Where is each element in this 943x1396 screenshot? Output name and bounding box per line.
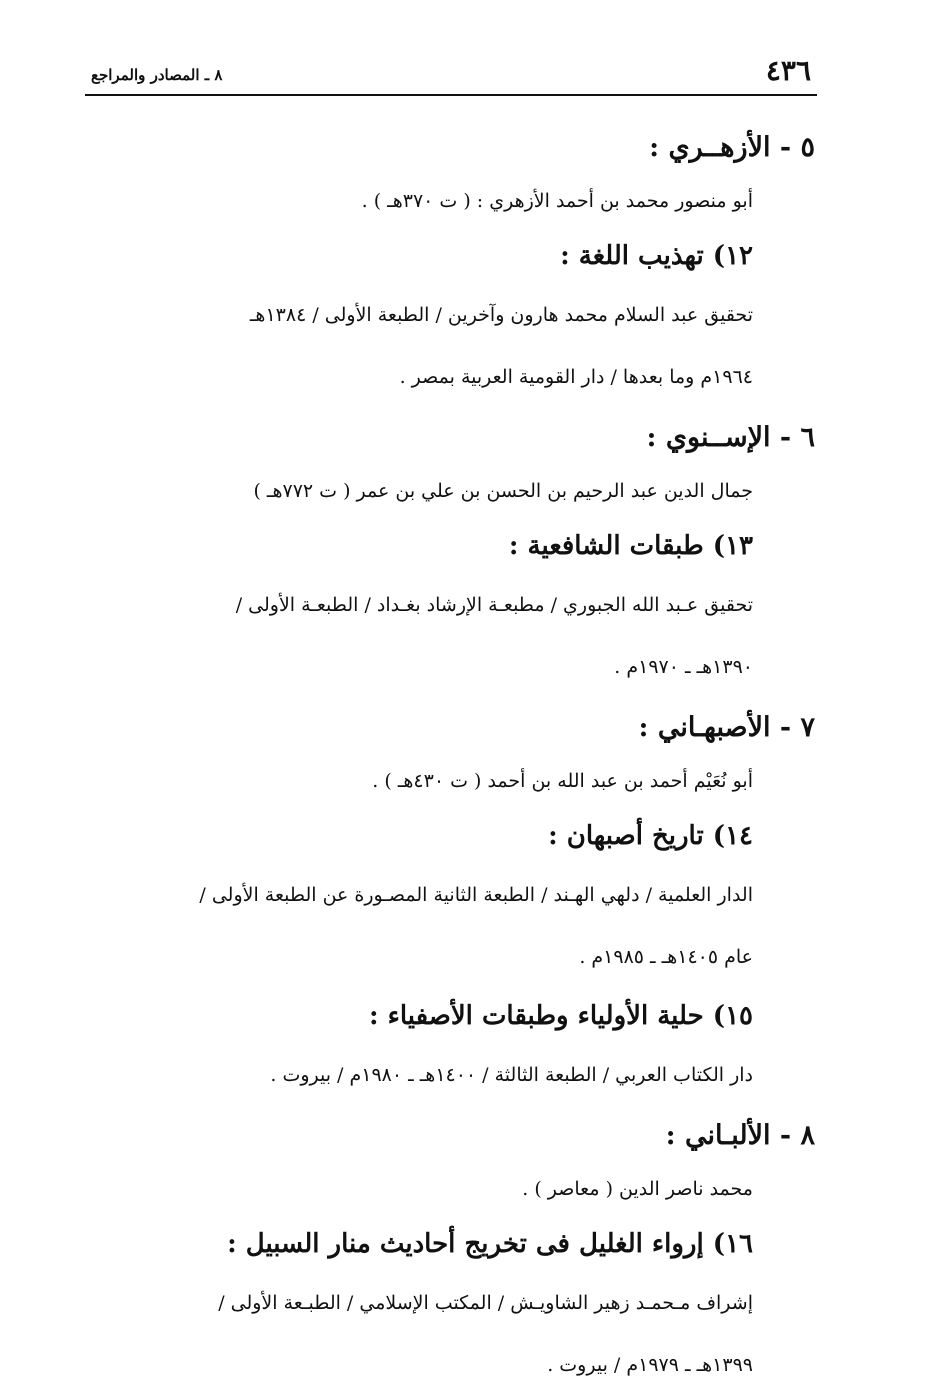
detail-line: عام ١٤٠٥هـ ـ ١٩٨٥م .	[579, 946, 753, 968]
detail-line: الدار العلمية / دلهي الهـند / الطبعة الثانية المصـورة عن الطبعة الأولى /	[199, 884, 753, 906]
author-heading: ٨ - الألبـاني :	[665, 1120, 815, 1151]
detail-line: تحقيق عـبد الله الجبوري / مطبعـة الإرشاد بغـداد / الطبعـة الأولى /	[235, 594, 753, 616]
detail-line: ١٣٩٠هـ ـ ١٩٧٠م .	[614, 656, 753, 678]
author-line: محمد ناصر الدين ( معاصر ) .	[522, 1178, 753, 1200]
author-heading: ٧ - الأصبهـاني :	[638, 712, 815, 743]
book-heading: ١٢) تهذيب اللغة :	[560, 241, 753, 271]
book-heading: ١٤) تاريخ أصبهان :	[548, 821, 753, 851]
page-header	[85, 52, 817, 96]
detail-line: دار الكتاب العربي / الطبعة الثالثة / ١٤٠٠هـ ـ ١٩٨٠م / بيروت .	[270, 1064, 753, 1086]
book-heading: ١٥) حلية الأولياء وطبقات الأصفياء :	[368, 1001, 753, 1031]
detail-line: تحقيق عبد السلام محمد هارون وآخرين / الطبعة الأولى / ١٣٨٤هـ	[249, 304, 753, 326]
page-number: ٤٣٦	[765, 54, 811, 87]
page-body	[80, 118, 815, 1396]
author-line: جمال الدين عبد الرحيم بن الحسن بن علي بن عمر ( ت ٧٧٢هـ )	[253, 480, 753, 502]
author-heading: ٦ - الإســنوي :	[646, 422, 815, 453]
author-line: أبو منصور محمد بن أحمد الأزهري : ( ت ٣٧٠هـ ) .	[361, 190, 753, 212]
author-line: أبو نُعَيْم أحمد بن عبد الله بن أحمد ( ت ٤٣٠هـ ) .	[372, 770, 753, 792]
author-heading: ٥ - الأزهــري :	[649, 132, 815, 163]
detail-line: إشراف مـحمـد زهير الشاويـش / المكتب الإسلامي / الطبـعة الأولى /	[218, 1292, 753, 1314]
running-title: ٨ ـ المصادر والمراجع	[91, 66, 223, 84]
detail-line: ١٩٦٤م وما بعدها / دار القومية العربية بمصر .	[399, 366, 753, 388]
book-heading: ١٣) طبقات الشافعية :	[508, 531, 753, 561]
book-heading: ١٦) إرواء الغليل فى تخريج أحاديث منار السبيل :	[227, 1229, 753, 1259]
detail-line: ١٣٩٩هـ ـ ١٩٧٩م / بيروت .	[547, 1354, 753, 1376]
